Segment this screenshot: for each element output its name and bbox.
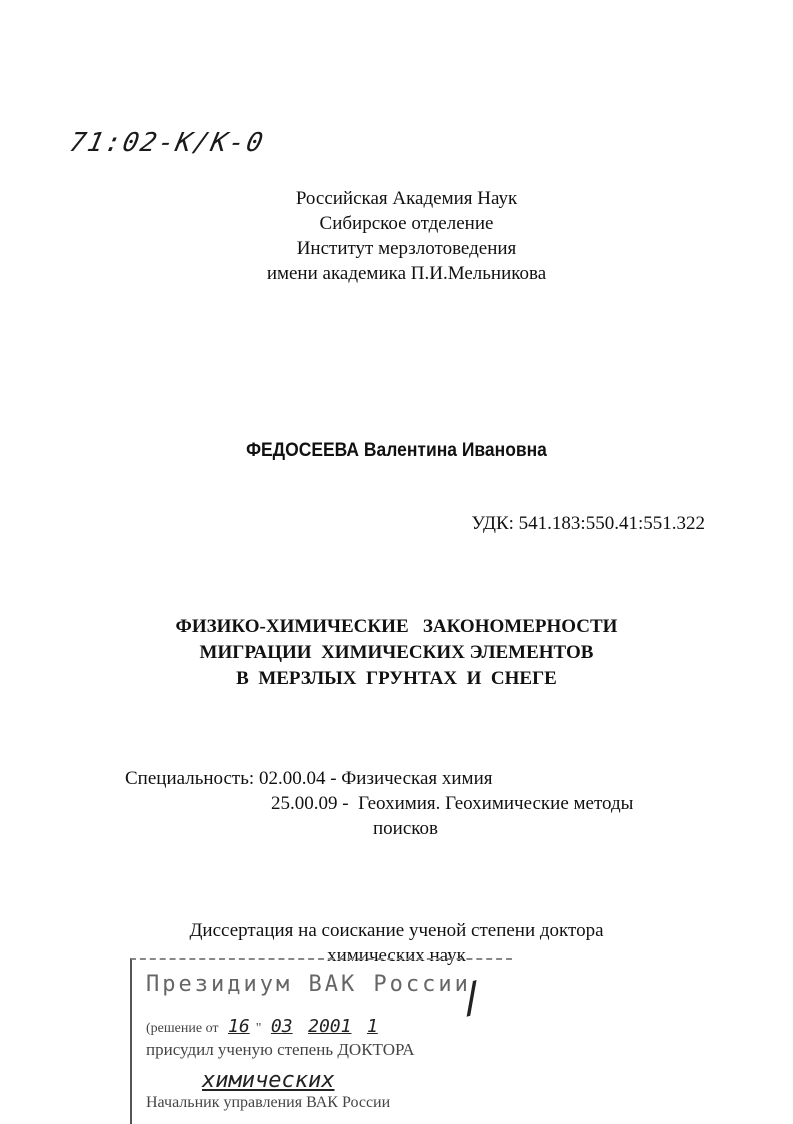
stamp-head: Начальник управления ВАК России bbox=[146, 1094, 391, 1111]
stamp-science: химических bbox=[202, 1068, 335, 1093]
stamp-decision-day: 16 bbox=[228, 1016, 250, 1037]
title-line: В МЕРЗЛЫХ ГРУНТАХ И СНЕГЕ bbox=[236, 668, 557, 689]
stamp-decision-num: 1 bbox=[366, 1016, 378, 1037]
specialty-code-2-cont: поисков bbox=[373, 818, 439, 839]
title-line: ФИЗИКО-ХИМИЧЕСКИЕ ЗАКОНОМЕРНОСТИ bbox=[175, 616, 618, 637]
institution-line: Сибирское отделение bbox=[319, 213, 494, 234]
specialty-label: Специальность: bbox=[125, 768, 255, 789]
title-line: МИГРАЦИИ ХИМИЧЕСКИХ ЭЛЕМЕНТОВ bbox=[199, 642, 594, 663]
udc-code: УДК: 541.183:550.41:551.322 bbox=[471, 513, 705, 534]
institution-block bbox=[0, 186, 793, 286]
specialty-block bbox=[125, 766, 633, 841]
stamp-decision-label: (решение от bbox=[146, 1021, 219, 1036]
stamp-awarded: присудил ученую степень ДОКТОРА bbox=[146, 1040, 415, 1059]
degree-line: Диссертация на соискание ученой степени доктора bbox=[189, 920, 604, 941]
stamp-decision-year: 2001 bbox=[308, 1016, 352, 1037]
dissertation-title bbox=[0, 614, 793, 692]
signature-mark-icon: / bbox=[454, 972, 490, 1024]
archive-code: 71:02-К/К-0 bbox=[66, 128, 268, 158]
institution-line: Институт мерзлотоведения bbox=[296, 238, 517, 259]
author-name: ФЕДОСЕЕВА Валентина Ивановна bbox=[246, 440, 547, 461]
specialty-code-1: 02.00.04 - Физическая химия bbox=[258, 768, 493, 789]
stamp-header: Президиум ВАК России bbox=[146, 972, 471, 997]
institution-line: имени академика П.И.Мельникова bbox=[266, 263, 547, 284]
stamp-decision-month: 03 bbox=[270, 1016, 293, 1037]
specialty-code-2: 25.00.09 - Геохимия. Геохимические методы bbox=[271, 793, 634, 814]
degree-line: химических наук bbox=[327, 945, 466, 966]
stamp-decision: (решение от 16 " 03 2001 1 bbox=[146, 1016, 378, 1037]
institution-line: Российская Академия Наук bbox=[295, 188, 518, 209]
